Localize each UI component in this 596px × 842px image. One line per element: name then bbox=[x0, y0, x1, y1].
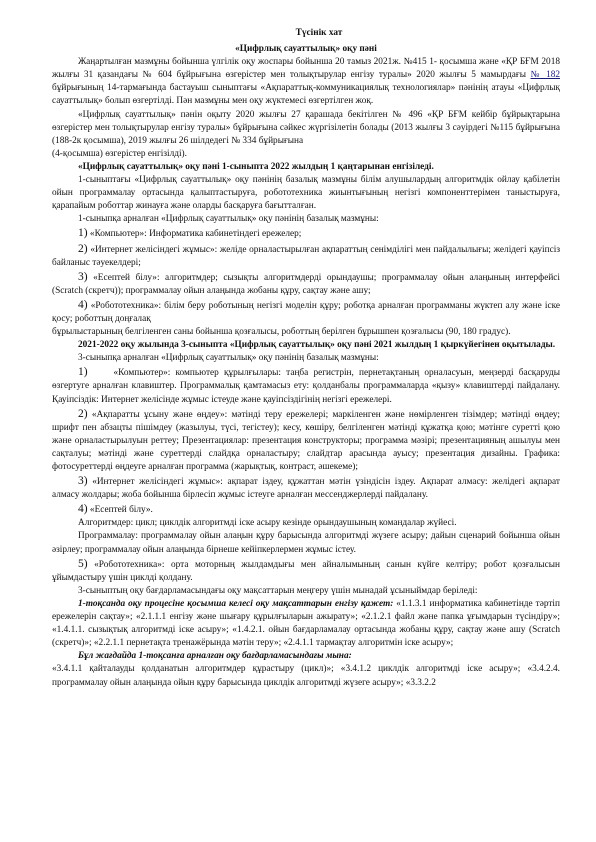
paragraph-order: «Цифрлық сауаттылық» пәнін оқыту 2020 жылғы 27 қарашада бекітілген № 496 «ҚР БҒМ кейбір бұйрықтарына өзгерістер мен толықтырулар енгізу туралы» бұйрығына сәйкес жүргізілетін болады (2013 жылғы 3 сәуірдегі №115 бұйрығына (188-2к қосымша), 2019 жылғы 26 шілдедегі № 334 бұйрығына bbox=[52, 109, 560, 146]
list-item: 3) «Интернет желісіндегі жұмыс»: ақпарат іздеу, құжаттан мәтін үзіндісін іздеу. Ақпарат алмасу: желідегі ақпарат алмасу жолдары; жоба бойынша бірлесіп жұмыс істеуге арналған мессенджерлерді пайдалану. bbox=[52, 475, 560, 501]
list-item: 2) «Ақпаратты ұсыну және өңдеу»: мәтінді теру ережелері; маркіленген және нөмірленген тізімдер; мәтінді өңдеу; шрифт пен абзацты пішімдеу (жазылуы, түсі, тегістеу); кесу, көшіру, белгіленген мәтінді құжатқа қою; мәтінге суретті қою және орналастырылуын реттеу; Презентациялар: презентация конструкторы; программа мәзірі; презентацияның ашылуы мен сақталуы; мәтінді және суреттерді слайдқа орналастыру; слайдтар арасында ауысу; презентация дизайны. Графика: фотосуреттерді өңдеуге арналған программа (жарықтық, контраст, әшекеме); bbox=[52, 407, 560, 472]
list-item: 1) «Компьютер»: компьютер құрылғылары: таңба регистрін, пернетақтаның орналасуын, меңзерді басқаруды өзгертуге арналған клавиштер. Программалық қамтамасыз ету: қолданбалы программаларда «қызу» клавиштерді пайдалану. Қауіпсіздік: Интернет желісінде жұмыс істеуде және қауіпсіздігінің негізгі ережелері. bbox=[52, 366, 560, 405]
paragraph-intro bbox=[52, 56, 560, 108]
order-link[interactable]: № 182 bbox=[530, 70, 561, 81]
paragraph-intro-b: бұйрығының 14-тармағында бастауыш сыныптағы «Ақпараттық-коммуникациялық технологиялар» пәнінің атауы «Цифрлық сауаттылық» болып өзгертілді. Пән мазмұны мен оқу жүктемесі өзгертілген жоқ. bbox=[52, 83, 560, 107]
doc-title: Түсінік хат bbox=[295, 28, 343, 38]
list-item: 5) «Робототехника»: орта моторның жылдамдығы мен айналымының санын күйге келтіру; робот қозғалысын ұйымдастыру үшін циклді қолдану. bbox=[52, 557, 560, 583]
paragraph-grade1-desc: 1-сыныптағы «Цифрлық сауаттылық» оқу пәнінің базалық мазмұны білім алушылардың алгоритмдік ойлау қабілетін ойын программалау ортасында қалыптастыруға, робототехника жиынтығының негізгі компоненттерімен таныстыруға, қарапайым роботтар жинауға және оларды басқаруға бағытталған. bbox=[52, 175, 560, 212]
paragraph-intro-a: Жаңартылған мазмұны бойынша үлгілік оқу жоспары бойынша 20 тамыз 2021ж. №415 1- қосымша және «ҚР БҒМ 2018 жылғы 31 қазандағы № 604 бұйрығына өзгерістер мен толықтырулар енгізу туралы» 2020 жылғы 5 мамырдағы bbox=[52, 57, 560, 81]
paragraph-grade3-content: 3-сыныпқа арналған «Цифрлық сауаттылық» оқу пәнінің базалық мазмұны: bbox=[78, 353, 379, 364]
paragraph-order-tail: (4-қосымша) өзгерістер енгізілді). bbox=[52, 148, 187, 159]
list-item: 4) «Есептей білу». bbox=[78, 503, 153, 516]
paragraph-robot-motion: бұрылыстарының белгіленген саны бойынша қозғалысы, роботтың берілген бұрышпен қозғалысы (90, 180 градус). bbox=[52, 327, 511, 338]
heading-grade3: 2021-2022 оқу жылында 3-сыныпта «Цифрлық сауаттылық» оқу пәні 2021 жылдың 1 қыркүйегінен оқытылады. bbox=[78, 340, 556, 351]
list-item: 1) «Компьютер»: Информатика кабинетіндегі ережелер; bbox=[78, 227, 302, 240]
paragraph-grade1-content: 1-сыныпқа арналған «Цифрлық сауаттылық» оқу пәнінің базалық мазмұны: bbox=[78, 214, 379, 225]
paragraph-recommendations: 3-сыныптың оқу бағдарламасындағы оқу мақсаттарын меңгеру үшін мынадай ұсыныймдар беріледі: bbox=[78, 585, 478, 596]
doc-subtitle: «Цифрлық сауаттылық» оқу пәні bbox=[235, 44, 377, 55]
paragraph-programming: Программалау: программалау ойын алаңын құру барысында алгоритмді жүзеге асыру; дайын сценарий бойынша ойын әзірлеу; программалау ойын алаңында бірнеше кейіпкерлермен жұмыс істеу. bbox=[52, 531, 560, 555]
paragraph-quarter1 bbox=[52, 598, 560, 650]
paragraph-quarter1-list: «3.4.1.1 қайталауды қолданатын алгоритмдер құрастыру (цикл)»; «3.4.1.2 циклдік алгоритмді іске асыру»; «3.4.2.4. программалау ойын алаңында ойын құру барысында циклдік алгоритмді жүзеге асыру»; «3.3.2.2 bbox=[52, 664, 560, 688]
heading-grade1: «Цифрлық сауаттылық» оқу пәні 1-сыныпта 2022 жылдың 1 қаңтарынан енгізіледі. bbox=[78, 161, 434, 172]
list-item: 4) «Робототехника»: білім беру роботының негізгі моделін құру; роботқа арналған программаны жүктеп алу және іске қосу; роботтың доңғалақ bbox=[52, 298, 560, 324]
quarter1-lead: 1-тоқсанда оқу процесіне қосымша келесі оқу мақсаттарын енгізу қажет: bbox=[78, 598, 394, 609]
paragraph-algorithms: Алгоритмдер: цикл; циклдік алгоритмдi іске асыру кезінде орындаушының командалар жүйесі. bbox=[78, 518, 457, 529]
quarter1-objectives: «1.1.3.1 информатика кабинетінде тәртіп ережелерін сақтау»; «2.1.1.1 енгізу және шығару құрылғыларын ажырату»; «2.1.2.1 файл және папка ұғымдарын түсіндіру»; «1.4.1.1. сызықтық алгоритмді іске асыру»; «1.4.2.1. ойын бағдарламалау ортасында жобаны құру, сақтау және ашу (Scratch (скретч)»; «2.2.1.1 пернетақта тренажёрында мәтін теру»; «2.4.1.1 тармақтау алгоритмін іске асыру»; bbox=[52, 598, 560, 649]
document-body bbox=[52, 27, 560, 690]
list-item: 3) «Есептей білу»: алгоритмдер; сызықты алгоритмдерді орындаушы; программалау ойын алаңының интерфейсі (Scratch (скретч)); программалау ойын алаңында жобаны құру, сақтау және ашу; bbox=[52, 270, 561, 296]
paragraph-quarter1-note: Бұл жағдайда 1-тоқсанға арналған оқу бағдарламасындағы мына: bbox=[78, 651, 352, 662]
list-item: 2) «Интернет желісіндегі жұмыс»: желіде орналастырылған ақпараттың сенімділігі мен пайдалылығы; желідегі қауіпсіз байланыс тәуекелдері; bbox=[52, 242, 560, 268]
